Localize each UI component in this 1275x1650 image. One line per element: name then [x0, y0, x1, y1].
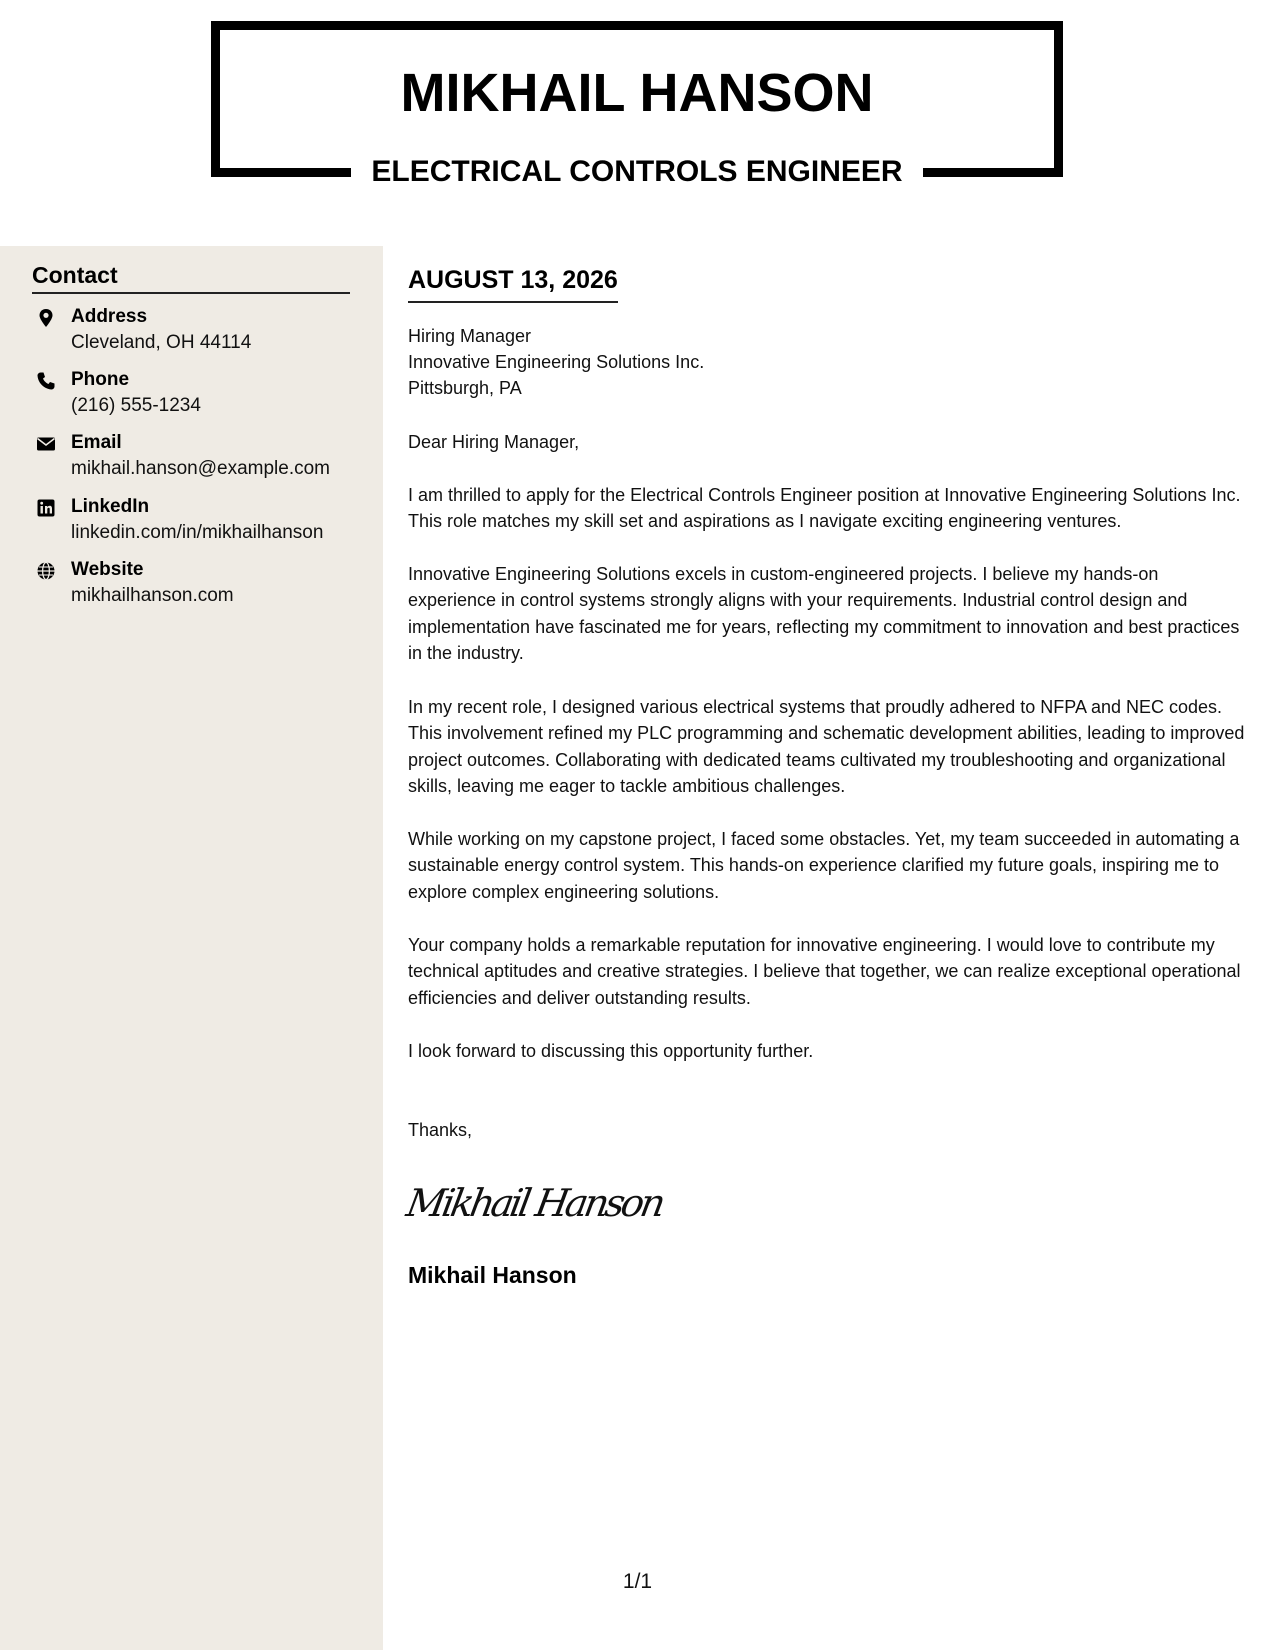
applicant-name: MIKHAIL HANSON — [400, 63, 874, 123]
recipient-block — [408, 323, 704, 401]
page-number: 1/1 — [622, 1570, 653, 1593]
contact-value[interactable]: mikhailhanson.com — [71, 585, 234, 606]
contact-label: Address — [71, 306, 148, 327]
contact-value: (216) 555-1234 — [71, 395, 201, 416]
location-pin-icon — [36, 308, 56, 328]
letter-paragraph: Innovative Engineering Solutions excels in custom-engineered projects. I believe my hands-on experience in control systems strongly aligns with your requirements. Industrial control design and implementation have fascinated me for years, reflecting my commitment to innovation and best practices in the industry. — [408, 564, 1240, 663]
letter-date: AUGUST 13, 2026 — [408, 263, 618, 303]
contact-heading: Contact — [32, 258, 350, 294]
recipient-line: Pittsburgh, PA — [408, 378, 522, 398]
contact-value: Cleveland, OH 44114 — [71, 332, 252, 353]
recipient-line: Innovative Engineering Solutions Inc. — [408, 352, 705, 372]
letter-paragraph: Your company holds a remarkable reputation for innovative engineering. I would love to contribute my technical aptitudes and creative strategies. I believe that together, we can realize exceptional operational efficiencies and deliver outstanding results. — [408, 935, 1241, 1008]
salutation: Dear Hiring Manager, — [408, 432, 580, 452]
contact-label: Website — [71, 559, 144, 580]
contact-label: LinkedIn — [71, 496, 150, 517]
contact-label: Email — [71, 432, 122, 453]
closing: Thanks, — [408, 1120, 473, 1140]
header-frame-bottom-left — [211, 168, 351, 177]
recipient-line: Hiring Manager — [408, 326, 532, 346]
contact-value[interactable]: mikhail.hanson@example.com — [71, 458, 331, 479]
envelope-icon — [36, 434, 56, 454]
letter-paragraph: I look forward to discussing this opportunity further. — [408, 1041, 814, 1061]
letter-paragraph: While working on my capstone project, I faced some obstacles. Yet, my team succeeded in automating a sustainable energy control system. This hands-on experience clarified my future goals, inspiring me to explore complex engineering solutions. — [408, 829, 1240, 902]
signature-text: Mikhail Hanson — [403, 1181, 670, 1226]
globe-icon — [36, 561, 56, 581]
letter-paragraph: In my recent role, I designed various electrical systems that proudly adhered to NFPA and NEC codes. This involvement refined my PLC programming and schematic development abilities, leading to improved project outcomes. Collaborating with dedicated teams cultivated my troubleshooting and organizational skills, leaving me eager to tackle ambitious challenges. — [408, 697, 1245, 796]
contact-value[interactable]: linkedin.com/in/mikhailhanson — [71, 522, 324, 543]
header-frame-bottom-right — [923, 168, 1063, 177]
letter-paragraph: I am thrilled to apply for the Electrical Controls Engineer position at Innovative Engineering Solutions Inc. This role matches my skill set and aspirations as I navigate exciting engineering ventures. — [408, 485, 1241, 532]
signer-name: Mikhail Hanson — [408, 1262, 577, 1288]
job-title: ELECTRICAL CONTROLS ENGINEER — [371, 155, 903, 188]
contact-label: Phone — [71, 369, 130, 390]
handwritten-signature — [403, 1176, 678, 1228]
phone-icon — [36, 371, 56, 391]
linkedin-icon — [36, 498, 56, 518]
